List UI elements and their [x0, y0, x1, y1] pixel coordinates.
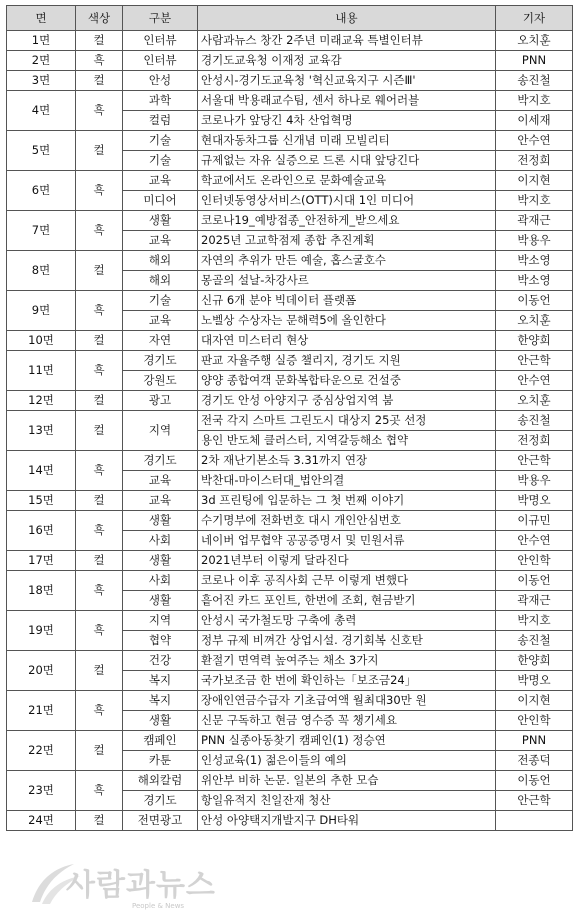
reporter-cell: 이세재 — [496, 111, 573, 131]
category-cell: 경기도 — [123, 791, 198, 811]
table-row — [7, 451, 573, 471]
table-row — [7, 571, 573, 591]
category-cell: 전면광고 — [123, 811, 198, 831]
page-number-cell: 18면 — [7, 571, 76, 611]
color-cell: 컬 — [76, 251, 123, 291]
category-cell: 교육 — [123, 171, 198, 191]
page-number-cell: 9면 — [7, 291, 76, 331]
content-cell: 2021년부터 이렇게 달라진다 — [198, 551, 496, 571]
category-cell: 교육 — [123, 311, 198, 331]
color-cell: 컬 — [76, 331, 123, 351]
table-row — [7, 511, 573, 531]
schedule-sheet — [6, 5, 572, 831]
header-category: 구분 — [123, 6, 198, 31]
color-cell: 흑 — [76, 351, 123, 391]
table-row — [7, 551, 573, 571]
table-row — [7, 51, 573, 71]
category-cell: 캠페인 — [123, 731, 198, 751]
reporter-cell: 박소영 — [496, 271, 573, 291]
page-number-cell: 17면 — [7, 551, 76, 571]
content-cell: 몽골의 설날-차강사르 — [198, 271, 496, 291]
content-cell: 현대자동차그룹 신개념 미래 모빌리티 — [198, 131, 496, 151]
content-cell: 안성시 국가철도망 구축에 총력 — [198, 611, 496, 631]
category-cell: 해외칼럼 — [123, 771, 198, 791]
content-cell: 네이버 업무협약 공공증명서 및 민원서류 — [198, 531, 496, 551]
reporter-cell: 이동언 — [496, 571, 573, 591]
content-cell: 서울대 박용래교수팀, 센서 하나로 웨어러블 — [198, 91, 496, 111]
page-number-cell: 23면 — [7, 771, 76, 811]
content-cell: 경기도교육청 이재정 교육감 — [198, 51, 496, 71]
category-cell: 생활 — [123, 711, 198, 731]
category-cell: 사회 — [123, 571, 198, 591]
content-cell: 전국 각지 스마트 그린도시 대상지 25곳 선정 — [198, 411, 496, 431]
table-row — [7, 391, 573, 411]
reporter-cell: 한양희 — [496, 331, 573, 351]
page-number-cell: 4면 — [7, 91, 76, 131]
page-number-cell: 7면 — [7, 211, 76, 251]
color-cell: 흑 — [76, 291, 123, 331]
reporter-cell: 오치훈 — [496, 31, 573, 51]
page-number-cell: 12면 — [7, 391, 76, 411]
content-cell: 3d 프린팅에 입문하는 그 첫 번째 이야기 — [198, 491, 496, 511]
page-number-cell: 11면 — [7, 351, 76, 391]
category-cell: 컬럼 — [123, 111, 198, 131]
content-cell: 위안부 비하 논문. 일본의 추한 모습 — [198, 771, 496, 791]
category-cell: 과학 — [123, 91, 198, 111]
reporter-cell: 안인학 — [496, 551, 573, 571]
category-cell: 해외 — [123, 251, 198, 271]
color-cell: 흑 — [76, 51, 123, 71]
content-cell: 국가보조금 한 번에 확인하는「보조금24」 — [198, 671, 496, 691]
header-reporter: 기자 — [496, 6, 573, 31]
color-cell: 흑 — [76, 571, 123, 611]
content-cell: 사람과뉴스 창간 2주년 미래교육 특별인터뷰 — [198, 31, 496, 51]
category-cell: 사회 — [123, 531, 198, 551]
category-cell: 강원도 — [123, 371, 198, 391]
reporter-cell: 안수연 — [496, 531, 573, 551]
table-row — [7, 71, 573, 91]
content-cell: 수기명부에 전화번호 대시 개인안심번호 — [198, 511, 496, 531]
color-cell: 컬 — [76, 651, 123, 691]
header-content: 내용 — [198, 6, 496, 31]
category-cell: 건강 — [123, 651, 198, 671]
reporter-cell: 송진철 — [496, 71, 573, 91]
category-cell: 미디어 — [123, 191, 198, 211]
category-cell: 안성 — [123, 71, 198, 91]
watermark-subtitle: People & News — [132, 902, 185, 910]
color-cell: 흑 — [76, 511, 123, 551]
category-cell: 광고 — [123, 391, 198, 411]
content-cell: 장애인연금수급자 기초급여액 월최대30만 원 — [198, 691, 496, 711]
category-cell: 기술 — [123, 291, 198, 311]
reporter-cell: 곽재근 — [496, 211, 573, 231]
reporter-cell: 안근학 — [496, 791, 573, 811]
content-cell: 환절기 면역력 높여주는 채소 3가지 — [198, 651, 496, 671]
reporter-cell: 전정희 — [496, 431, 573, 451]
color-cell: 흑 — [76, 771, 123, 811]
content-cell: 판교 자율주행 실증 챌리지, 경기도 지원 — [198, 351, 496, 371]
color-cell: 흑 — [76, 451, 123, 491]
category-cell: 복지 — [123, 671, 198, 691]
table-row — [7, 691, 573, 711]
content-cell: 코로나가 앞당긴 4차 산업혁명 — [198, 111, 496, 131]
page-number-cell: 14면 — [7, 451, 76, 491]
table-row — [7, 331, 573, 351]
content-cell: 흩어진 카드 포인트, 한번에 조회, 현금받기 — [198, 591, 496, 611]
category-cell: 생활 — [123, 551, 198, 571]
category-cell: 교육 — [123, 491, 198, 511]
category-cell: 지역 — [123, 611, 198, 631]
category-cell: 생활 — [123, 211, 198, 231]
header-color: 색상 — [76, 6, 123, 31]
content-cell: 경기도 안성 아양지구 중심상업지역 붐 — [198, 391, 496, 411]
content-cell: PNN 실종아동찾기 캠페인(1) 정승연 — [198, 731, 496, 751]
table-row — [7, 91, 573, 111]
content-cell: 코로나 이후 공직사회 근무 이렇게 변했다 — [198, 571, 496, 591]
reporter-cell: 박지호 — [496, 611, 573, 631]
color-cell: 컬 — [76, 31, 123, 51]
page-number-cell: 16면 — [7, 511, 76, 551]
page-number-cell: 5면 — [7, 131, 76, 171]
reporter-cell: 이규민 — [496, 511, 573, 531]
content-cell: 코로나19_예방접종_안전하게_받으세요 — [198, 211, 496, 231]
table-row — [7, 771, 573, 791]
color-cell: 흑 — [76, 171, 123, 211]
content-cell: 박찬대-마이스터대_법안의결 — [198, 471, 496, 491]
color-cell: 흑 — [76, 691, 123, 731]
reporter-cell: 박소영 — [496, 251, 573, 271]
reporter-cell: 박명오 — [496, 671, 573, 691]
content-cell: 자연의 추위가 만든 예술, 홉스굴호수 — [198, 251, 496, 271]
category-cell: 협약 — [123, 631, 198, 651]
reporter-cell: PNN — [496, 51, 573, 71]
reporter-cell: 오치훈 — [496, 311, 573, 331]
page-number-cell: 2면 — [7, 51, 76, 71]
page-number-cell: 15면 — [7, 491, 76, 511]
table-row — [7, 611, 573, 631]
reporter-cell: 곽재근 — [496, 591, 573, 611]
content-cell: 2차 재난기본소득 3.31까지 연장 — [198, 451, 496, 471]
color-cell: 컬 — [76, 491, 123, 511]
page-number-cell: 10면 — [7, 331, 76, 351]
table-row — [7, 731, 573, 751]
content-cell: 대자연 미스터리 현상 — [198, 331, 496, 351]
reporter-cell: 송진철 — [496, 631, 573, 651]
color-cell: 컬 — [76, 811, 123, 831]
category-cell: 인터뷰 — [123, 31, 198, 51]
content-cell: 규제없는 자유 실증으로 드론 시대 앞당긴다 — [198, 151, 496, 171]
table-body — [7, 31, 573, 831]
category-cell: 지역 — [123, 411, 198, 451]
category-cell: 해외 — [123, 271, 198, 291]
page-number-cell: 21면 — [7, 691, 76, 731]
page-number-cell: 3면 — [7, 71, 76, 91]
content-cell: 안성시-경기도교육청 '혁신교육지구 시즌Ⅲ' — [198, 71, 496, 91]
reporter-cell: 안근학 — [496, 351, 573, 371]
color-cell: 컬 — [76, 551, 123, 571]
color-cell: 흑 — [76, 611, 123, 651]
color-cell: 컬 — [76, 411, 123, 451]
reporter-cell: 안수연 — [496, 131, 573, 151]
watermark-logo — [28, 858, 228, 918]
watermark-name: 사람과뉴스 — [66, 868, 216, 903]
content-cell: 인성교육(1) 젊은이들의 예의 — [198, 751, 496, 771]
category-cell: 기술 — [123, 131, 198, 151]
reporter-cell: PNN — [496, 731, 573, 751]
reporter-cell: 전종덕 — [496, 751, 573, 771]
category-cell: 복지 — [123, 691, 198, 711]
table-row — [7, 811, 573, 831]
color-cell: 컬 — [76, 71, 123, 91]
table-row — [7, 291, 573, 311]
page-number-cell: 6면 — [7, 171, 76, 211]
category-cell: 생활 — [123, 591, 198, 611]
page-number-cell: 13면 — [7, 411, 76, 451]
color-cell: 흑 — [76, 211, 123, 251]
reporter-cell: 이지현 — [496, 171, 573, 191]
reporter-cell: 이지현 — [496, 691, 573, 711]
header-page: 면 — [7, 6, 76, 31]
content-cell: 학교에서도 온라인으로 문화예술교육 — [198, 171, 496, 191]
page-number-cell: 24면 — [7, 811, 76, 831]
category-cell: 기술 — [123, 151, 198, 171]
table-row — [7, 171, 573, 191]
color-cell: 컬 — [76, 131, 123, 171]
table-row — [7, 131, 573, 151]
page-schedule-table — [6, 5, 573, 831]
category-cell: 카툰 — [123, 751, 198, 771]
color-cell: 흑 — [76, 91, 123, 131]
content-cell: 인터넷동영상서비스(OTT)시대 1인 미디어 — [198, 191, 496, 211]
table-row — [7, 651, 573, 671]
table-row — [7, 211, 573, 231]
reporter-cell: 전정희 — [496, 151, 573, 171]
content-cell: 안성 아양택지개발지구 DH타워 — [198, 811, 496, 831]
category-cell: 경기도 — [123, 351, 198, 371]
content-cell: 정부 규제 비껴간 상업시설. 경기회복 신호탄 — [198, 631, 496, 651]
reporter-cell: 박용우 — [496, 471, 573, 491]
category-cell: 생활 — [123, 511, 198, 531]
header-row — [7, 6, 573, 31]
content-cell: 항일유적지 친일잔재 청산 — [198, 791, 496, 811]
category-cell: 인터뷰 — [123, 51, 198, 71]
color-cell: 컬 — [76, 731, 123, 771]
reporter-cell: 오치훈 — [496, 391, 573, 411]
category-cell: 자연 — [123, 331, 198, 351]
reporter-cell: 박지호 — [496, 191, 573, 211]
reporter-cell: 이동언 — [496, 771, 573, 791]
table-row — [7, 31, 573, 51]
reporter-cell — [496, 811, 573, 831]
category-cell: 교육 — [123, 231, 198, 251]
content-cell: 신문 구독하고 현금 영수증 꼭 챙기세요 — [198, 711, 496, 731]
reporter-cell: 안인학 — [496, 711, 573, 731]
page-number-cell: 19면 — [7, 611, 76, 651]
reporter-cell: 박용우 — [496, 231, 573, 251]
page-number-cell: 8면 — [7, 251, 76, 291]
page-number-cell: 22면 — [7, 731, 76, 771]
category-cell: 교육 — [123, 471, 198, 491]
reporter-cell: 이동언 — [496, 291, 573, 311]
content-cell: 양양 종합여객 문화복합타운으로 건설중 — [198, 371, 496, 391]
content-cell: 2025년 고교학점제 종합 추진계획 — [198, 231, 496, 251]
reporter-cell: 한양희 — [496, 651, 573, 671]
table-row — [7, 491, 573, 511]
page-number-cell: 1면 — [7, 31, 76, 51]
table-row — [7, 351, 573, 371]
reporter-cell: 안수연 — [496, 371, 573, 391]
content-cell: 신규 6개 분야 빅데이터 플랫폼 — [198, 291, 496, 311]
reporter-cell: 박명오 — [496, 491, 573, 511]
reporter-cell: 송진철 — [496, 411, 573, 431]
page-number-cell: 20면 — [7, 651, 76, 691]
table-row — [7, 251, 573, 271]
content-cell: 노벨상 수상자는 문해력5에 올인한다 — [198, 311, 496, 331]
table-row — [7, 411, 573, 431]
category-cell: 경기도 — [123, 451, 198, 471]
content-cell: 용인 반도체 클러스터, 지역갈등해소 협약 — [198, 431, 496, 451]
reporter-cell: 박지호 — [496, 91, 573, 111]
reporter-cell: 안근학 — [496, 451, 573, 471]
color-cell: 컬 — [76, 391, 123, 411]
